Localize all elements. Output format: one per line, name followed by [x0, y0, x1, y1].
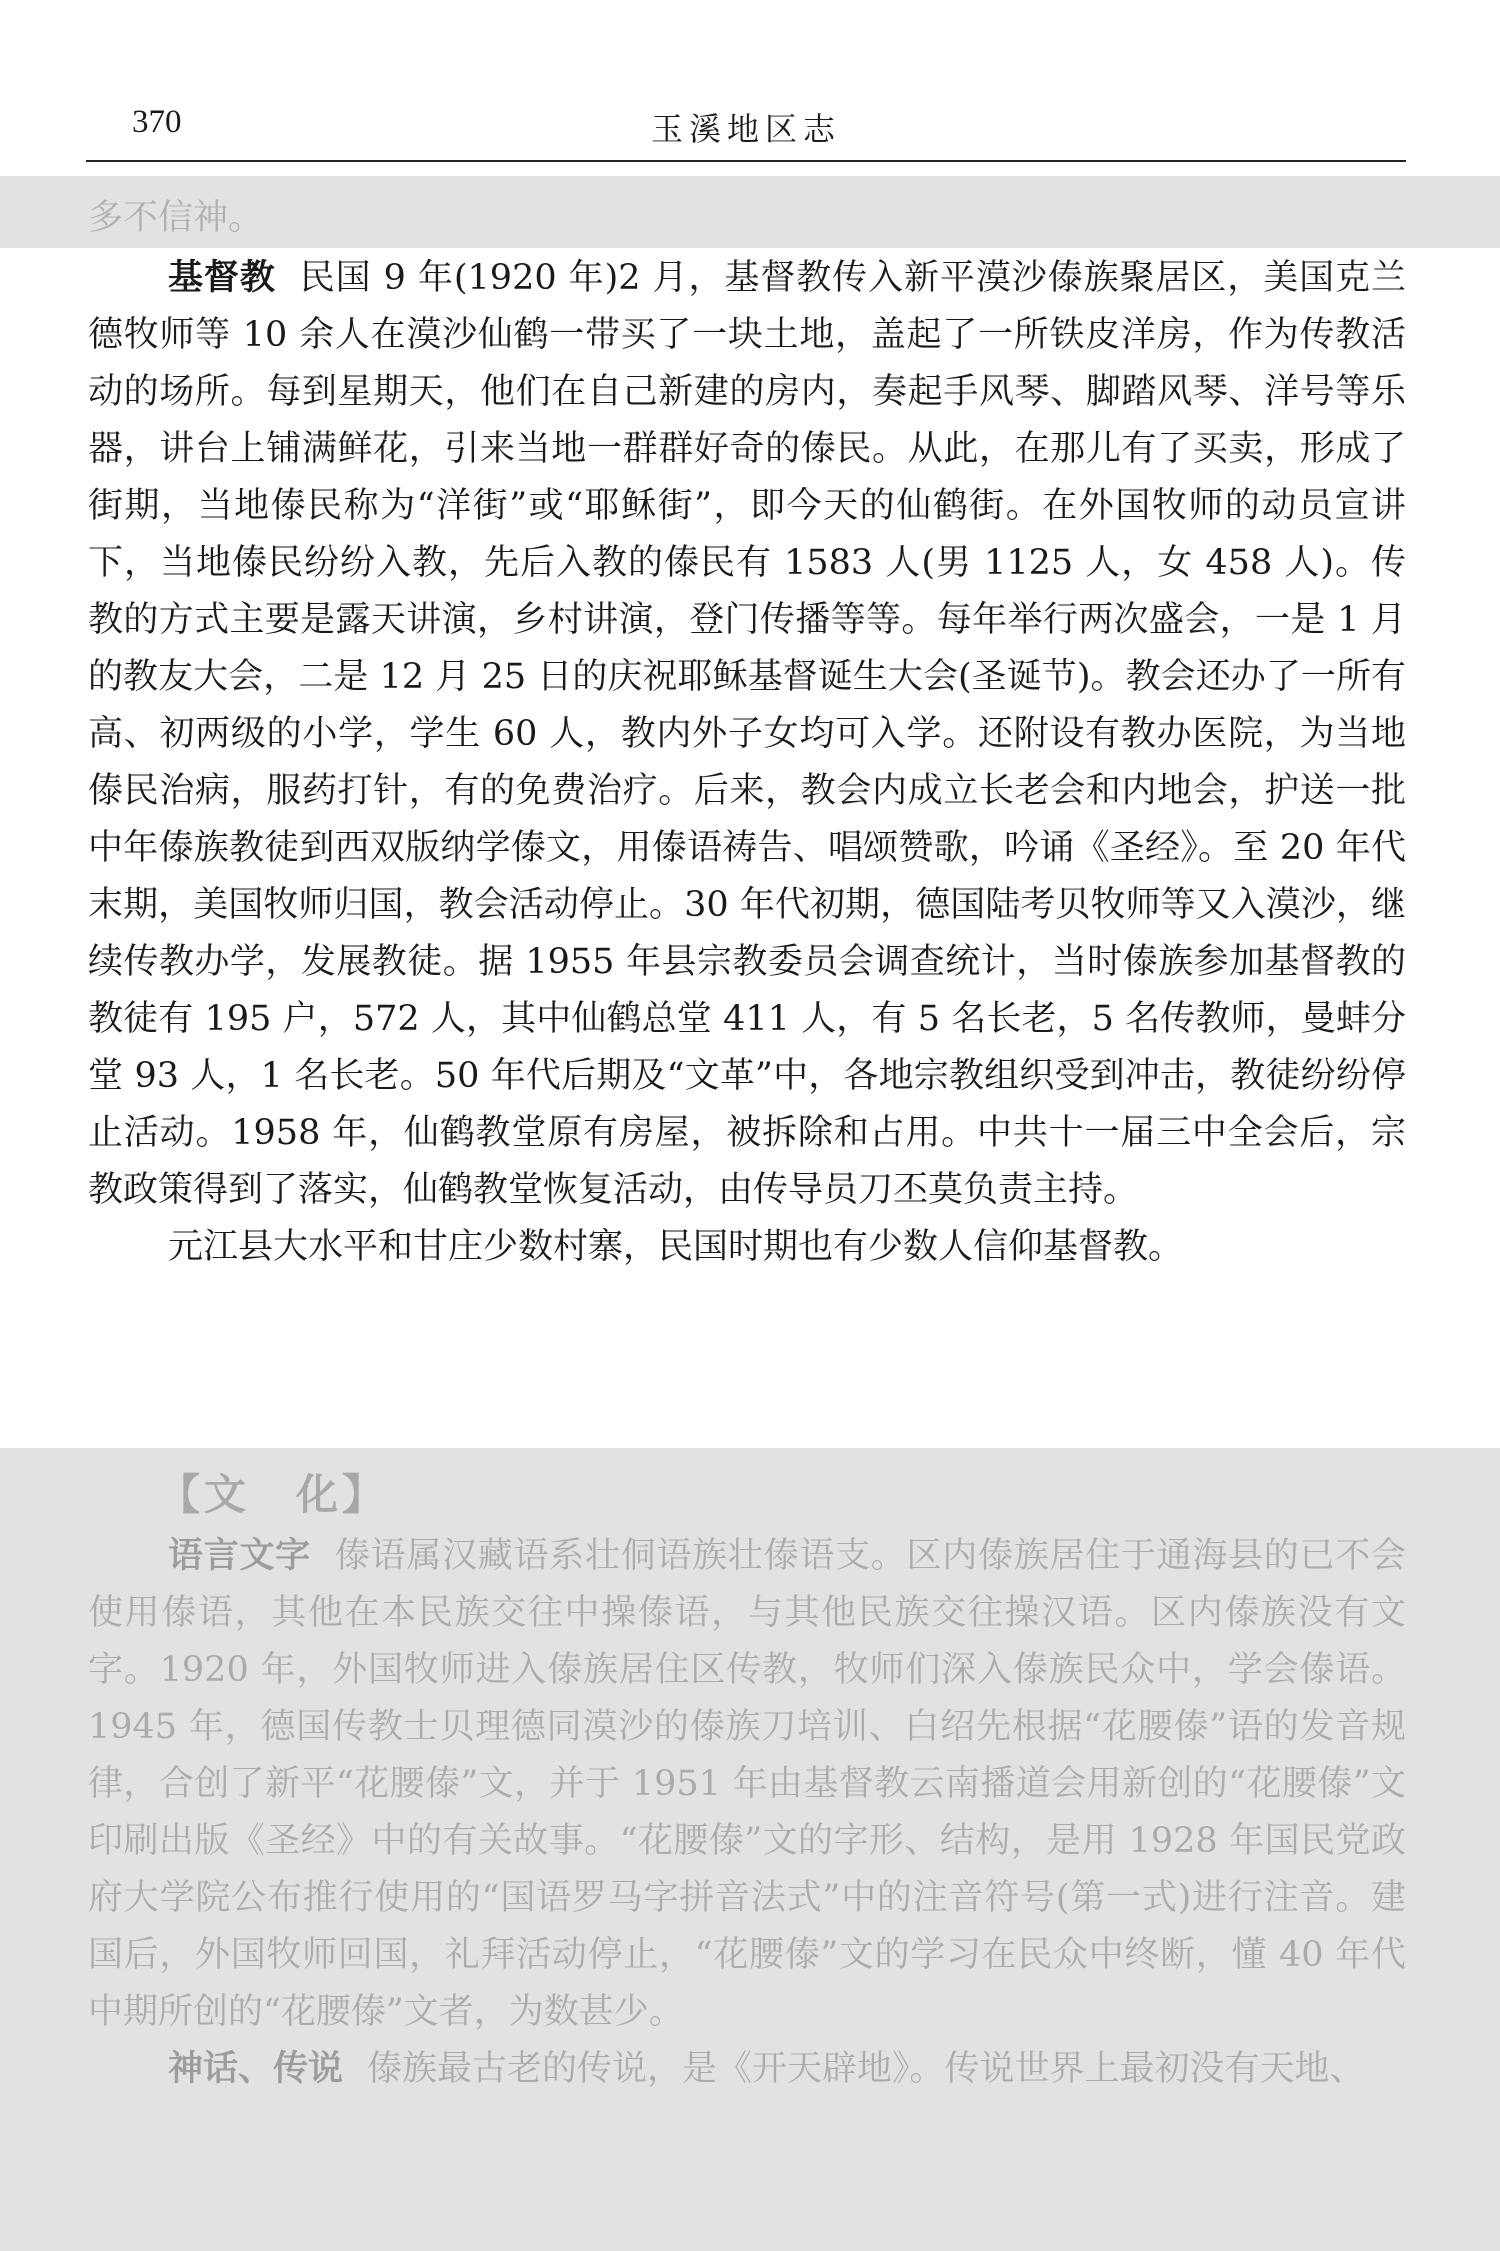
page-number: 370	[132, 104, 182, 140]
language-body: 傣语属汉藏语系壮侗语族壮傣语支。区内傣族居住于通海县的已不会使用傣语，其他在本民族交往中操傣语，与其他民族交往操汉语。区内傣族没有文字。1920 年，外国牧师进入傣族居住区传教，牧师们深入傣族民众中，学会傣语。1945 年，德国传教士贝理德同漠沙的傣族刀培训、白绍先根据“花腰傣”语的发音规律，合创了新平“花腰傣”文，并于 1951 年由基督教云南播道会用新创的“花腰傣”文印刷出版《圣经》中的有关故事。“花腰傣”文的字形、结构，是用 1928 年国民党政府大学院公布推行使用的“国语罗马字拼音法式”中的注音符号(第一式)进行注音。建国后，外国牧师回国，礼拜活动停止，“花腰傣”文的学习在民众中终断，懂 40 年代中期所创的“花腰傣”文者，为数甚少。	[88, 1536, 1406, 2032]
christianity-paragraph	[88, 250, 1406, 1219]
christianity-term: 基督教	[168, 258, 276, 298]
myth-term: 神话、传说	[168, 2049, 344, 2089]
myth-paragraph	[88, 2041, 1406, 2098]
christianity-section	[88, 250, 1406, 1276]
myth-body: 傣族最古老的传说，是《开天辟地》。传说世界上最初没有天地、	[367, 2049, 1365, 2089]
culture-section-title: 【文 化】	[158, 1470, 389, 1519]
language-term: 语言文字	[168, 1536, 311, 1576]
page-header	[86, 96, 1406, 160]
christianity-second-paragraph: 元江县大水平和甘庄少数村寨，民国时期也有少数人信仰基督教。	[168, 1227, 1184, 1267]
language-paragraph	[88, 1528, 1406, 2041]
christianity-body: 民国 9 年(1920 年)2 月，基督教传入新平漠沙傣族聚居区，美国克兰德牧师等 10 余人在漠沙仙鹤一带买了一块土地，盖起了一所铁皮洋房，作为传教活动的场所。每到星期天，他们在自己新建的房内，奏起手风琴、脚踏风琴、洋号等乐器，讲台上铺满鲜花，引来当地一群群好奇的傣民。从此，在那儿有了买卖，形成了街期，当地傣民称为“洋街”或“耶稣街”，即今天的仙鹤街。在外国牧师的动员宣讲下，当地傣民纷纷入教，先后入教的傣民有 1583 人(男 1125 人，女 458 人)。传教的方式主要是露天讲演，乡村讲演，登门传播等等。每年举行两次盛会，一是 1 月的教友大会，二是 12 月 25 日的庆祝耶稣基督诞生大会(圣诞节)。教会还办了一所有高、初两级的小学，学生 60 人，教内外子女均可入学。还附设有教办医院，为当地傣民治病，服药打针，有的免费治疗。后来，教会内成立长老会和内地会，护送一批中年傣族教徒到西双版纳学傣文，用傣语祷告、唱颂赞歌，吟诵《圣经》。至 20 年代末期，美国牧师归国，教会活动停止。30 年代初期，德国陆考贝牧师等又入漠沙，继续传教办学，发展教徒。据 1955 年县宗教委员会调查统计，当时傣族参加基督教的教徒有 195 户，572 人，其中仙鹤总堂 411 人，有 5 名长老，5 名传教师，曼蚌分堂 93 人，1 名长老。50 年代后期及“文革”中，各地宗教组织受到冲击，教徒纷纷停止活动。1958 年，仙鹤教堂原有房屋，被拆除和占用。中共十一届三中全会后，宗教政策得到了落实，仙鹤教堂恢复活动，由传导员刀丕莫负责主持。	[88, 258, 1406, 1210]
running-title: 玉溪地区志	[650, 110, 841, 148]
culture-section	[88, 1462, 1406, 2098]
header-rule	[86, 160, 1406, 162]
continued-text: 多不信神。	[88, 198, 264, 238]
